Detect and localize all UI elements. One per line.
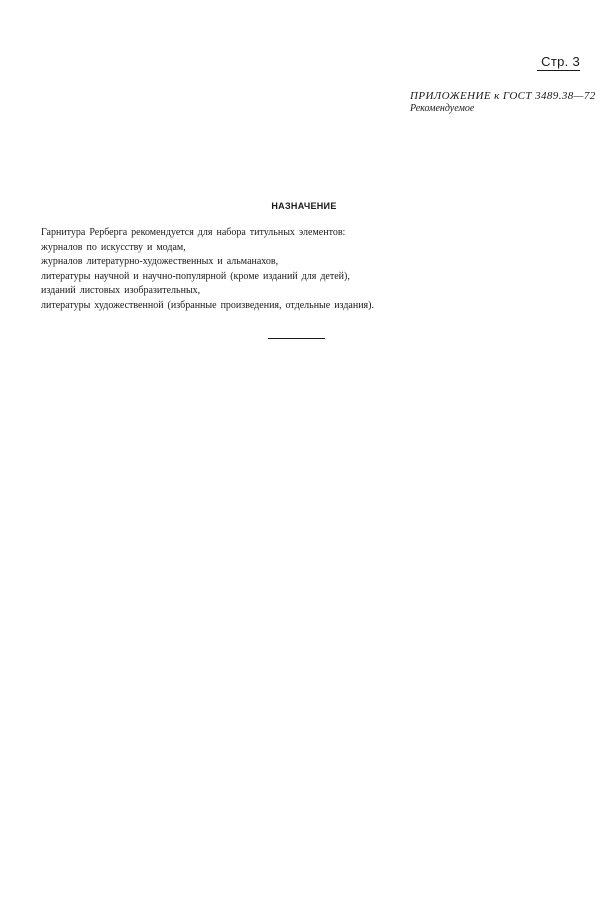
list-item: журналов по искусству и модам, — [41, 241, 186, 253]
appendix-block — [410, 90, 596, 115]
appendix-status: Рекомендуемое — [410, 103, 475, 115]
list-item: журналов литературно-художественных и альманахов, — [41, 256, 279, 268]
intro-paragraph: Гарнитура Рерберга рекомендуется для набора титульных элементов: — [41, 227, 346, 238]
end-divider — [268, 338, 325, 339]
list-item: изданий листовых изобразительных, — [41, 285, 201, 297]
section-heading: НАЗНАЧЕНИЕ — [271, 201, 337, 211]
list-item: литературы художественной (избранные произведения, отдельные издания). — [41, 299, 374, 311]
appendix-title: ПРИЛОЖЕНИЕ к ГОСТ 3489.38—72 — [410, 90, 596, 102]
list-item: литературы научной и научно-популярной (кроме изданий для детей), — [41, 270, 350, 282]
page-number: Стр. 3 — [537, 55, 580, 71]
section-body — [41, 226, 421, 314]
